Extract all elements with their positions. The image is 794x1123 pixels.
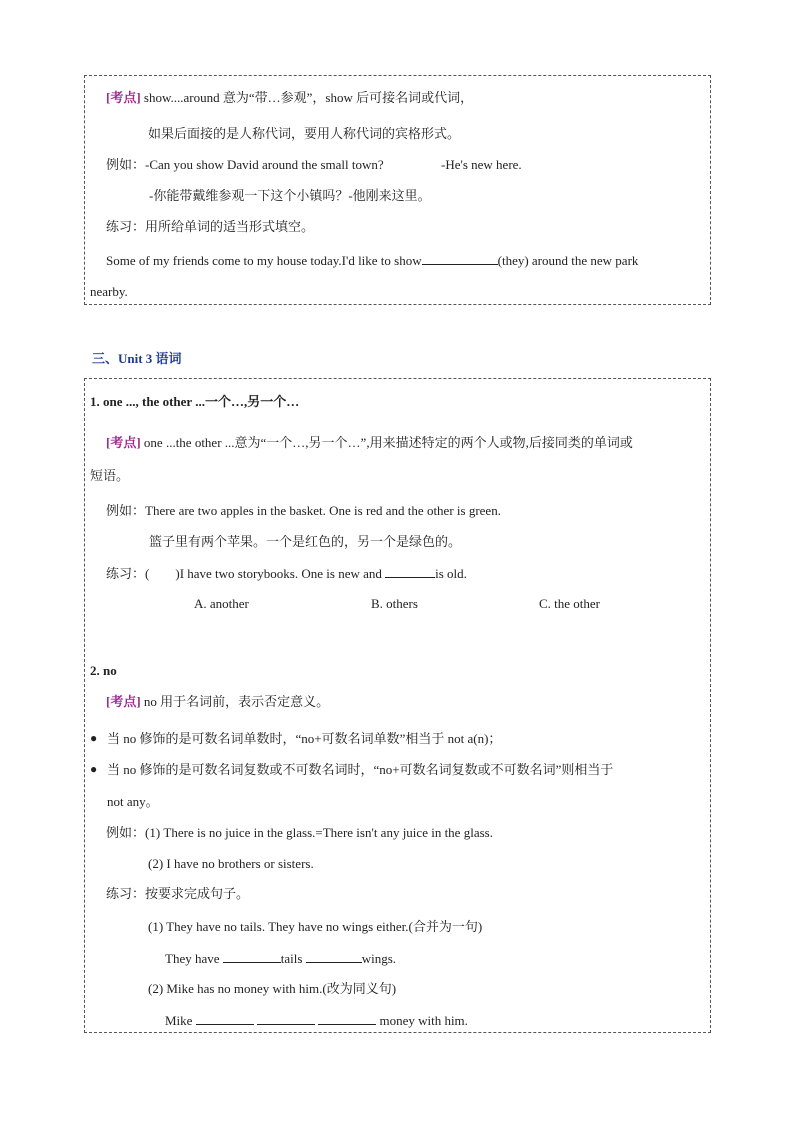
answer-blank[interactable] — [385, 565, 435, 578]
practice-paren: ( ) — [145, 566, 180, 581]
example-en: -Can you show David around the small town? — [145, 157, 384, 172]
item2-example2: (2) I have no brothers or sisters. — [148, 856, 314, 871]
kaodian-text: no 用于名词前，表示否定意义。 — [143, 694, 330, 709]
example-label: 例如： — [106, 825, 146, 840]
option-c[interactable]: C. the other — [539, 596, 601, 611]
q2-ans-b: money with him. — [379, 1013, 468, 1028]
item2-q2-answer — [165, 1012, 468, 1029]
item1-example-line — [106, 503, 501, 519]
kaodian-text: show....around 意为“带…参观”，show 后可接名词或代词， — [143, 90, 474, 105]
kaodian-tag: [考点] — [106, 435, 141, 450]
item2-title: 2. no — [90, 663, 117, 678]
kaodian-tag: [考点] — [106, 694, 141, 709]
practice-q1b: (they) around the new park — [497, 253, 639, 268]
example-en: There are two apples in the basket. One is red and the other is green. — [145, 503, 501, 518]
item2-bullet2: 当 no 修饰的是可数名词复数或不可数名词时，“no+可数名词复数或不可数名词”则相当于 — [107, 762, 614, 777]
q1-ans-c: wings. — [361, 951, 396, 966]
practice-label: 练习： — [106, 886, 146, 901]
item2-example-line — [106, 825, 493, 841]
bullet-icon: ● — [90, 762, 98, 776]
item1-title: 1. one ..., the other ...一个…,另一个… — [90, 394, 300, 409]
answer-blank[interactable] — [422, 252, 498, 265]
section1-kaodian-cont: 如果后面接的是人称代词，要用人称代词的宾格形式。 — [148, 126, 461, 141]
practice-a: I have two storybooks. One is new and — [179, 566, 382, 581]
answer-blank[interactable] — [196, 1012, 254, 1025]
answer-blank[interactable] — [223, 950, 281, 963]
item2-bullet1: 当 no 修饰的是可数名词单数时，“no+可数名词单数”相当于 not a(n)； — [107, 731, 502, 746]
practice-b: is old. — [435, 566, 467, 581]
item2-q1-answer — [165, 950, 396, 967]
practice-text: 用所给单词的适当形式填空。 — [145, 219, 315, 234]
example-zh: -你能带戴维参观一下这个小镇吗？-他刚来这里。 — [149, 188, 431, 203]
practice-text: 按要求完成句子。 — [145, 886, 250, 901]
item2-q1: (1) They have no tails. They have no wings either.(合并为一句) — [148, 919, 483, 934]
example-label: 例如： — [106, 157, 146, 172]
item1-practice-line — [106, 565, 467, 582]
practice-q1a: Some of my friends come to my house today.I'd like to show — [106, 253, 422, 268]
bullet-icon: ● — [90, 731, 98, 745]
answer-blank[interactable] — [257, 1012, 315, 1025]
item2-kaodian-line — [106, 694, 329, 710]
q1-ans-a: They have — [165, 951, 220, 966]
practice-q1c: nearby. — [90, 284, 128, 299]
example-label: 例如： — [106, 503, 146, 518]
example1: (1) There is no juice in the glass.=There isn't any juice in the glass. — [145, 825, 493, 840]
example-en2: -He's new here. — [441, 157, 522, 172]
option-a[interactable]: A. another — [194, 596, 249, 611]
kaodian-text: one ...the other ...意为“一个…,另一个…”,用来描述特定的两个人或物,后接同类的单词或 — [143, 435, 633, 450]
q2-ans-a: Mike — [165, 1013, 193, 1028]
option-b[interactable]: B. others — [371, 596, 418, 611]
item2-bullet2-cont: not any。 — [107, 794, 159, 809]
item1-example-zh: 篮子里有两个苹果。一个是红色的，另一个是绿色的。 — [149, 534, 462, 549]
item2-q2: (2) Mike has no money with him.(改为同义句) — [148, 981, 397, 996]
q1-ans-b: tails — [280, 951, 303, 966]
item1-kaodian-line — [106, 435, 633, 451]
section1-example-line — [106, 157, 384, 173]
practice-label: 练习： — [106, 219, 146, 234]
answer-blank[interactable] — [318, 1012, 376, 1025]
section-heading: 三、Unit 3 语词 — [92, 351, 182, 366]
item1-kaodian-cont: 短语。 — [90, 468, 130, 483]
answer-blank[interactable] — [306, 950, 362, 963]
section1-kaodian-line — [106, 90, 473, 106]
section1-question — [106, 252, 638, 269]
practice-label: 练习： — [106, 566, 146, 581]
kaodian-tag: [考点] — [106, 90, 141, 105]
section1-practice-line — [106, 219, 314, 235]
item2-practice-line — [106, 886, 249, 902]
